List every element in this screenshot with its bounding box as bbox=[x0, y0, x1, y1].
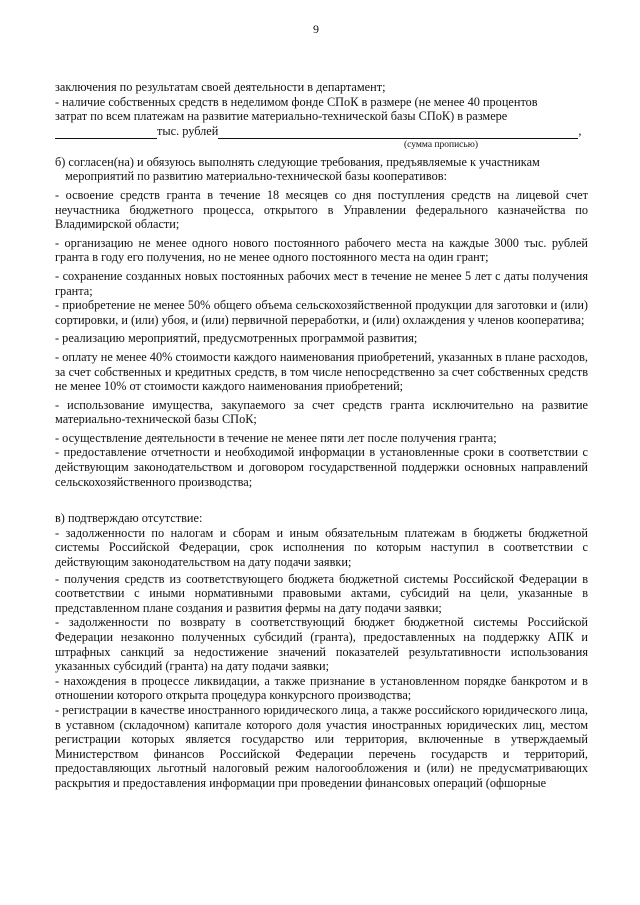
amount-fill-line bbox=[55, 124, 588, 139]
absence-item: - регистрации в качестве иностранного юридического лица, а также российского юридического лица, в уставном (складочном) капитале которого доля участия иностранных юридических лиц, местом регистрации которых является государство или территория, включенные в утверждаемый Министерством финансов Российской Федерации перечень государств и территорий, предоставляющих льготный налоговый режим налогообложения и (или) не предусматривающих раскрытия и предоставления информации при проведении финансовых операций (офшорные bbox=[55, 702, 588, 790]
section-c-heading: в) подтверждаю отсутствие: bbox=[55, 511, 203, 526]
fund-requirement-line-2: затрат по всем платежам на развитие материально-технической базы СПоК) в размере bbox=[55, 109, 508, 124]
page-number: 9 bbox=[313, 22, 319, 36]
requirement-item: - использование имущества, закупаемого за счет средств гранта исключительно на развитие материально-технической базы СПоК; bbox=[55, 397, 588, 427]
absence-item: - нахождения в процессе ликвидации, а также признание в установленном порядке банкротом и в отношении которого открыта процедура конкурсного производства; bbox=[55, 673, 588, 703]
absence-item: - задолженности по возврату в соответствующий бюджет бюджетной системы Российской Федерации незаконно полученных субсидий (гранта), предоставленных на поддержку АПК и штрафных санкций за недостижение значений показателей результативности использования указанных субсидий (гранта) на дату подачи заявки; bbox=[55, 615, 588, 674]
requirement-item: - освоение средств гранта в течение 18 месяцев со дня поступления средств на лицевой счет неучастника бюджетного процесса, открытого в Управлении федерального казначейства по Владимирской области; bbox=[55, 187, 588, 232]
amount-number-blank bbox=[55, 127, 157, 139]
amount-unit: тыс. рублей bbox=[157, 124, 219, 139]
requirement-item: - оплату не менее 40% стоимости каждого наименования приобретений, указанных в плане расходов, за счет собственных и кредитных средств, в том числе непосредственно за счет собственных средств не менее 10% от стоимости каждого наименования приобретений; bbox=[55, 349, 588, 394]
amount-end-comma: , bbox=[578, 124, 582, 139]
amount-words-blank bbox=[218, 127, 578, 139]
intro-line: заключения по результатам своей деятельности в департамент; bbox=[55, 80, 386, 94]
requirement-item: - осуществление деятельности в течение не менее пяти лет после получения гранта; bbox=[55, 430, 497, 445]
requirement-item: - организацию не менее одного нового постоянного рабочего места на каждые 3000 тыс. рублей гранта в году его получения, но не менее одного постоянного места на один грант; bbox=[55, 235, 588, 265]
absence-item: - задолженности по налогам и сборам и иным обязательным платежам в бюджеты бюджетной системы Российской Федерации, срок исполнения по которым наступил в соответствии с действующим законодательством на дату подачи заявки; bbox=[55, 525, 588, 570]
requirement-item: - реализацию мероприятий, предусмотренных программой развития; bbox=[55, 331, 418, 346]
section-b-heading-line-2: мероприятий по развитию материально-технической базы кооперативов: bbox=[65, 169, 447, 184]
amount-caption: (сумма прописью) bbox=[404, 139, 478, 150]
fund-requirement-line-1: - наличие собственных средств в неделимом фонде СПоК в размере (не менее 40 процентов bbox=[55, 94, 538, 109]
requirement-item: - предоставление отчетности и необходимой информации в установленные сроки в соответствии с действующим законодательством и договором государственной поддержки основных направлений сельскохозяйственного производства; bbox=[55, 445, 588, 489]
requirement-item: - сохранение созданных новых постоянных рабочих мест в течение не менее 5 лет с даты получения гранта; bbox=[55, 268, 588, 298]
document-body bbox=[55, 80, 588, 791]
requirement-item: - приобретение не менее 50% общего объема сельскохозяйственной продукции для заготовки и (или) сортировки, и (или) убоя, и (или) первичной переработки, и (или) охлаждения у членов кооператива; bbox=[55, 298, 588, 327]
section-b-heading-line-1: б) согласен(на) и обязуюсь выполнять следующие требования, предъявляемые к участникам bbox=[55, 154, 540, 169]
absence-item: - получения средств из соответствующего бюджета бюджетной системы Российской Федерации в соответствии с иными нормативными правовыми актами, субсидий на цели, указанные в представленном плане создания и развития фермы на дату подачи заявки; bbox=[55, 571, 588, 615]
